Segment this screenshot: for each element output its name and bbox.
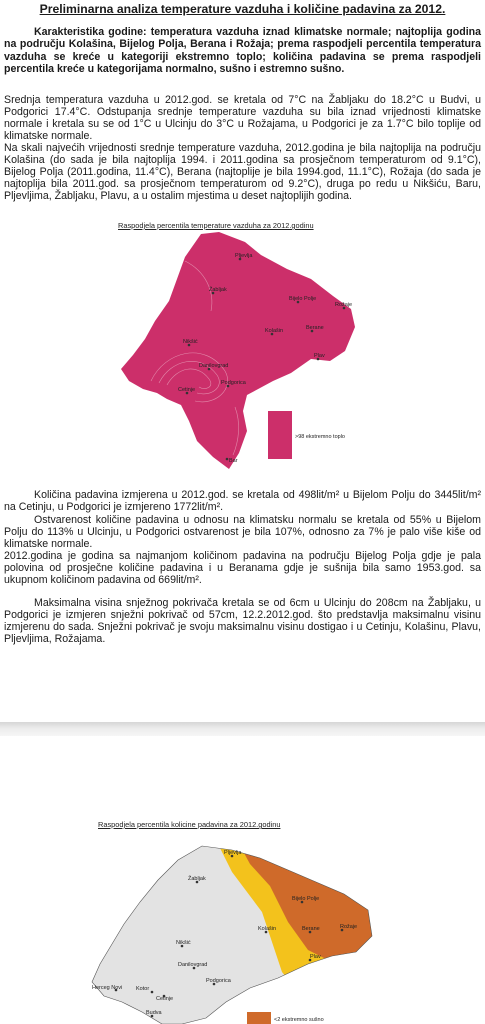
map1-city-label: Žabljak <box>209 287 227 293</box>
map1-city-label: Berane <box>306 325 324 331</box>
temperature-paragraph-1: Srednja temperatura vazduha u 2012.god. se kretala od 7°C na Žabljaku do 18.2°C u Budvi, u Podgorici 17.4°C. Odstupanja srednje temperature vazduha su bila iznad vrijednosti klimatske normale i kretala su se od 1°C u Ulcinju do 3°C u Rožajama, u Podgorici je za 1.7°C bilo toplije od klimatske normale. <box>4 94 481 142</box>
document-title: Preliminarna analiza temperature vazduha i količine padavina za 2012. <box>39 2 446 16</box>
map2-city-label: Pljevlja <box>224 850 242 856</box>
map1-city-label: Nikšić <box>183 339 198 345</box>
map2-city-label: Kolašin <box>258 926 277 932</box>
map1-city-label: Plav <box>314 353 325 359</box>
map1-city-label: Danilovgrad <box>199 363 229 369</box>
year-summary: Karakteristika godine: temperatura vazduha iznad klimatske normale; najtoplija godina na području Kolašina, Bijelog Polja, Berana i Rožaja; prema raspodjeli percentila temperatura vazduha se kreće u kategoriji ekstremno toplo; količina padavina se prema raspodjeli percentila kreće u kategorijama normalno, sušno i estremno sušno. <box>4 26 481 75</box>
precipitation-paragraph-3: 2012.godina je godina sa najmanjom količinom padavina na području Bijelog Polja gdje je pala polovina od prosječne količine padavina i u Beranama gdje je sušnija bila samo 1953.god. sa ukupnom količinom padavina od 669lit/m². <box>4 550 481 586</box>
map2-city-label: Budva <box>146 1010 162 1016</box>
map2-city-label: Berane <box>302 926 320 932</box>
map2-city-label: Cetinje <box>156 996 174 1002</box>
map2-city-label: Bijelo Polje <box>292 896 320 902</box>
map2-city-label: Plav <box>310 954 321 960</box>
temperature-paragraph-2: Na skali najvećih vrijednosti srednje temperature vazduha, 2012.godina je bila najtoplija na području Kolašina (do sada je bila najtoplija 1994. i 2011.godina sa prosječnom temperaturom od 9.1°C), Bijelog Polja (2011.godina, 11.4°C), Berana (najtoplije je bila 1994.god, 11.1°C), Rožaja (do sada je najtoplija bila 2011.god. sa prosječnom temperaturom od 9.2°C), druga po redu u Nikšiću, Baru, Pljevljima, Žabljaku, Plavu, a u ostalim mjestima u deset najtoplijih godina. <box>4 142 481 202</box>
map1-city-label: Cetinje <box>178 387 196 393</box>
map1-city-label: Podgorica <box>221 380 246 386</box>
document-page-2 <box>0 736 485 1024</box>
map1-city-label: Bijelo Polje <box>289 296 317 302</box>
precipitation-map-title: Raspodjela percentila kolicine padavina za 2012.godinu <box>98 820 281 829</box>
legend-swatch-extreme-dry <box>247 1012 271 1024</box>
page-separator <box>0 722 485 736</box>
map1-city-label: Pljevlja <box>235 253 253 259</box>
map2-city-label: Kotor <box>136 986 150 992</box>
legend-label-extreme-dry: <2 ekstremno sušno <box>274 1017 324 1023</box>
legend-swatch-extreme-warm <box>268 411 292 459</box>
map2-city-label: Rožaje <box>340 924 358 930</box>
precipitation-paragraph-2: Ostvarenost količine padavina u odnosu na klimatsku normalu se kretala od 55% u Bijelom Polju do 113% u Ulcinju, u Podgorici ostvarenost je bila 107%, odnosno za 7% je palo više kiše od klimatske normale. <box>4 514 481 550</box>
temperature-map-title: Raspodjela percentila temperature vazduha za 2012.godinu <box>118 221 314 230</box>
legend-label-extreme-warm: >98 ekstremno toplo <box>295 434 345 440</box>
map2-city-label: Podgorica <box>206 978 231 984</box>
precipitation-percentile-map <box>82 832 382 1024</box>
temperature-percentile-map <box>115 231 365 476</box>
map2-city-label: Danilovgrad <box>178 962 208 968</box>
map2-city-label: Žabljak <box>188 876 206 882</box>
map1-city-label: Rožaje <box>335 302 353 308</box>
precipitation-paragraph-1: Količina padavina izmjerena u 2012.god. se kretala od 498lit/m² u Bijelom Polju do 3445lit/m² na Cetinju, u Podgorici je izmjereno 1772lit/m². <box>4 489 481 513</box>
map2-city-label: Nikšić <box>176 940 191 946</box>
map2-city-label: Herceg Novi <box>92 985 123 991</box>
map1-city-label: Bar <box>229 458 238 464</box>
map1-city-label: Kolašin <box>265 328 284 334</box>
snow-paragraph: Maksimalna visina snježnog pokrivača kretala se od 6cm u Ulcinju do 208cm na Žabljaku, u Podgorici je izmjeren snježni pokrivač od 57cm, 12.2.2012.god. što predstavlja maksimalnu visinu izmjerenu do sada. Snježni pokrivač je svoju maksimalnu visinu dostigao i u Cetinju, Kolašinu, Plavu, Pljevljima, Rožajama. <box>4 597 481 645</box>
